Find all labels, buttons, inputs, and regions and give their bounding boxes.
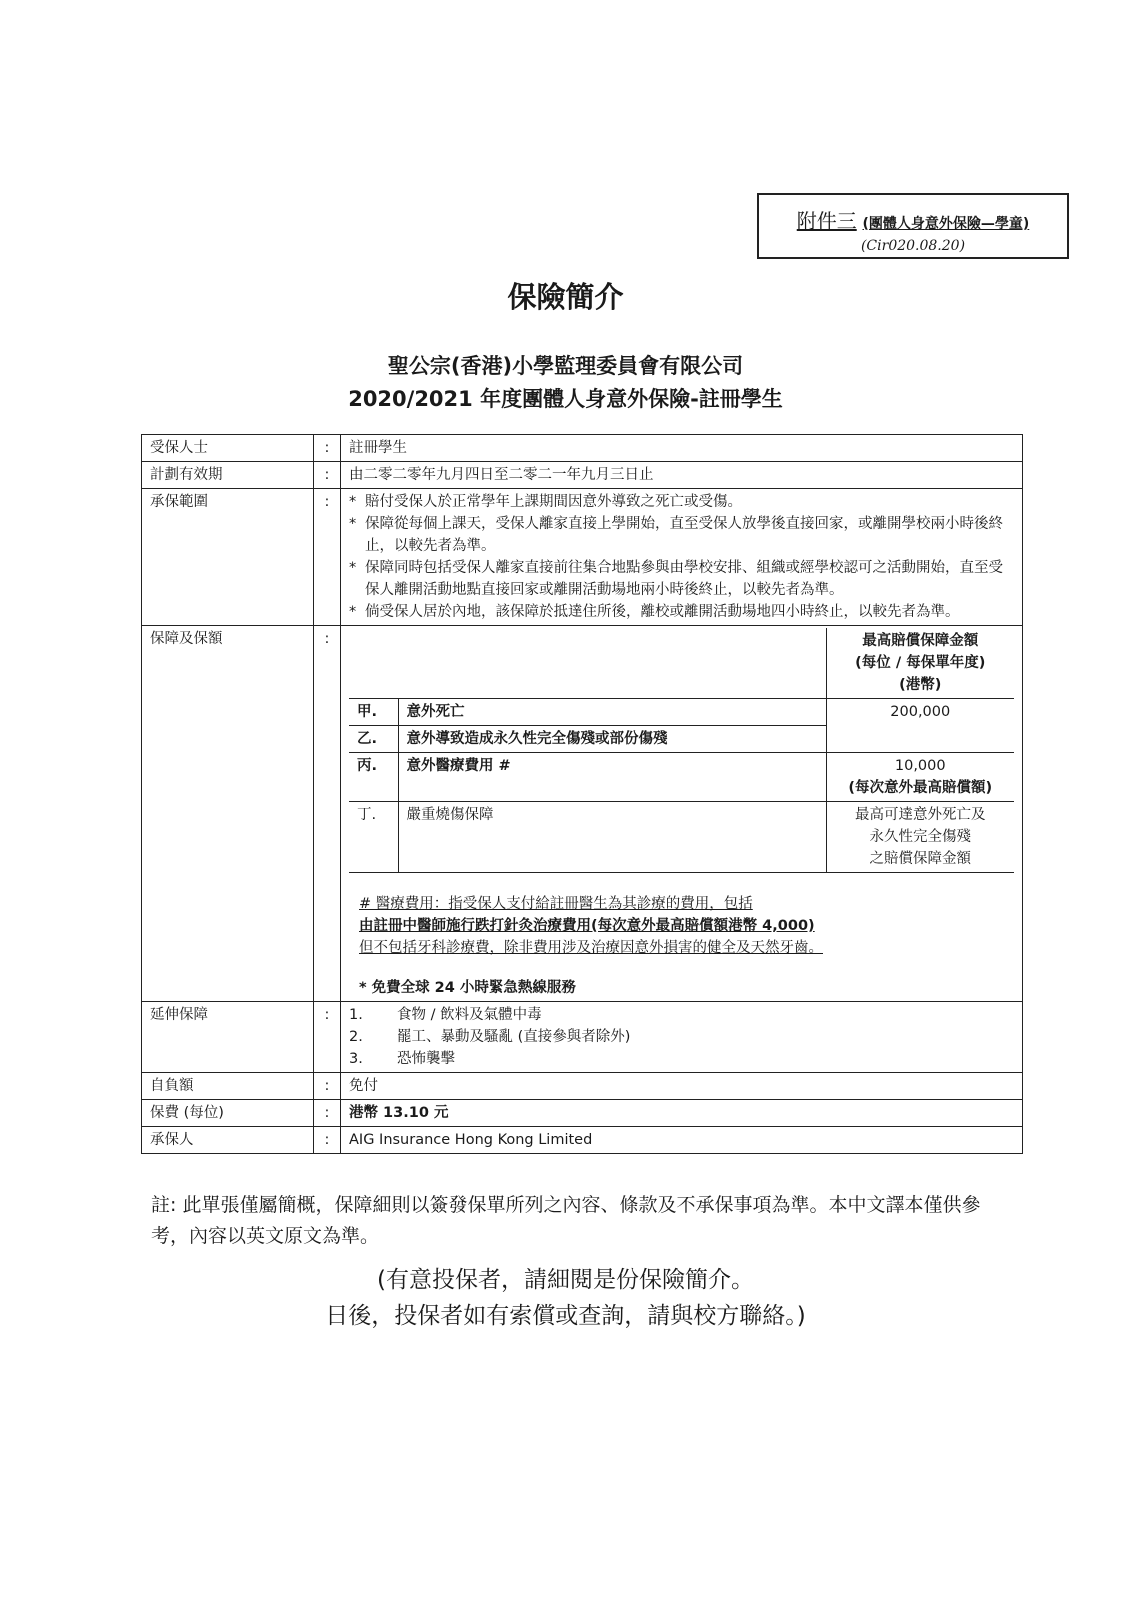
- insurance-summary-table: [141, 434, 1023, 1154]
- benefits-header-blank: [349, 628, 826, 699]
- item-num: 1.: [349, 1007, 363, 1023]
- benefit-row-d: [349, 802, 1014, 873]
- row-extension: [142, 1002, 1023, 1073]
- benefits-header-row: [349, 628, 1014, 699]
- extension-value: [341, 1002, 1023, 1073]
- closing-line2: 日後，投保者如有索償或查詢，請與校方聯絡。): [325, 1303, 806, 1329]
- colon: :: [314, 626, 341, 1002]
- medical-note-line2: 由註冊中醫師施行跌打針灸治療費用(每次意外最高賠償額港幣 4,000): [359, 918, 815, 934]
- medical-note-line1: # 醫療費用：指受保人支付給註冊醫生為其診療的費用，包括: [359, 896, 753, 912]
- colon: :: [314, 1002, 341, 1073]
- amount-value: 10,000: [894, 758, 946, 774]
- annex-label-sub: (團體人身意外保險—學童): [862, 216, 1030, 232]
- benefits-cell: [341, 626, 1023, 1002]
- insurer-value: AIG Insurance Hong Kong Limited: [341, 1127, 1023, 1154]
- row-insurer: [142, 1127, 1023, 1154]
- benefit-code: 甲.: [349, 699, 398, 726]
- closing-line1: (有意投保者，請細閱是份保險簡介。: [377, 1267, 754, 1293]
- benefit-name: 意外死亡: [398, 699, 826, 726]
- plan-name: 2020/2021 年度團體人身意外保險-註冊學生: [348, 387, 783, 411]
- benefit-name: 嚴重燒傷保障: [398, 802, 826, 873]
- premium-value: 港幣 13.10 元: [341, 1100, 1023, 1127]
- benefit-code: 丙.: [349, 753, 398, 802]
- benefit-amount: 200,000: [826, 699, 1014, 753]
- colon: :: [314, 1127, 341, 1154]
- row-excess: [142, 1073, 1023, 1100]
- benefits-label: 保障及保額: [142, 626, 314, 1002]
- row-benefits: [142, 626, 1023, 1002]
- extension-item: [349, 1004, 1014, 1026]
- benefits-note: [349, 873, 1014, 1000]
- row-coverage-scope: [142, 489, 1023, 626]
- row-insured: [142, 435, 1023, 462]
- amount-line: 永久性完全傷殘: [869, 829, 971, 845]
- row-period: [142, 462, 1023, 489]
- coverage-bullet: * 保障從每個上課天，受保人離家直接上學開始，直至受保人放學後直接回家，或離開學校兩小時後終止，以較先者為準。: [349, 513, 1014, 557]
- insurer-label: 承保人: [142, 1127, 314, 1154]
- annex-label-line: [759, 205, 1067, 234]
- amount-line: 最高可達意外死亡及: [855, 807, 986, 823]
- benefits-table: [349, 628, 1014, 999]
- coverage-bullet: * 保障同時包括受保人離家直接前往集合地點參與由學校安排、組織或經學校認可之活動開始，直至受保人離開活動地點直接回家或離開活動場地兩小時後終止，以較先者為準。: [349, 557, 1014, 601]
- row-premium: [142, 1100, 1023, 1127]
- company-name: 聖公宗(香港)小學監理委員會有限公司: [387, 354, 744, 378]
- benefit-code: 乙.: [349, 726, 398, 753]
- excess-label: 自負額: [142, 1073, 314, 1100]
- insured-value: 註冊學生: [341, 435, 1023, 462]
- benefit-name: 意外醫療費用 #: [398, 753, 826, 802]
- extension-label: 延伸保障: [142, 1002, 314, 1073]
- benefit-row-a: [349, 699, 1014, 726]
- coverage-bullet: * 賠付受保人於正常學年上課期間因意外導致之死亡或受傷。: [349, 491, 1014, 513]
- annex-box: [757, 193, 1069, 259]
- item-num: 3.: [349, 1051, 363, 1067]
- coverage-bullet: * 倘受保人居於內地，該保障於抵達住所後，離校或離開活動場地四小時終止，以較先者為準。: [349, 601, 1014, 623]
- colon: :: [314, 462, 341, 489]
- annex-label: 附件三: [796, 209, 857, 233]
- disclaimer-note: 註: 此單張僅屬簡概，保障細則以簽發保單所列之內容、條款及不承保事項為準。本中文譯本僅供參考，內容以英文原文為準。: [151, 1194, 981, 1247]
- coverage-scope-label: 承保範圍: [142, 489, 314, 626]
- item-text: 恐怖襲擊: [397, 1051, 455, 1067]
- amount-note: (每次意外最高賠償額): [848, 780, 993, 796]
- medical-note-line3: 但不包括牙科診療費，除非費用涉及治療因意外損害的健全及天然牙齒。: [359, 940, 823, 956]
- benefits-note-row: [349, 873, 1014, 1000]
- extension-item: [349, 1048, 1014, 1070]
- colon: :: [314, 1073, 341, 1100]
- benefit-amount: [826, 753, 1014, 802]
- colon: :: [314, 435, 341, 462]
- extension-item: [349, 1026, 1014, 1048]
- annex-ref: (Cir020.08.20): [860, 238, 966, 254]
- excess-value: 免付: [341, 1073, 1023, 1100]
- colon: :: [314, 489, 341, 626]
- benefit-amount: [826, 802, 1014, 873]
- benefits-amount-header: [826, 628, 1014, 699]
- period-value: 由二零二零年九月四日至二零二一年九月三日止: [341, 462, 1023, 489]
- benefit-name: 意外導致造成永久性完全傷殘或部份傷殘: [398, 726, 826, 753]
- insured-label: 受保人士: [142, 435, 314, 462]
- item-text: 食物 / 飲料及氣體中毒: [397, 1007, 542, 1023]
- item-text: 罷工、暴動及騷亂 (直接參與者除外): [397, 1029, 631, 1045]
- amount-line: 之賠償保障金額: [869, 851, 971, 867]
- header-line: 最高賠償保障金額: [862, 633, 979, 649]
- colon: :: [314, 1100, 341, 1127]
- period-label: 計劃有效期: [142, 462, 314, 489]
- hotline-note: * 免費全球 24 小時緊急熱線服務: [359, 980, 576, 996]
- header-line: (每位 / 每保單年度): [855, 655, 986, 671]
- header-line: (港幣): [899, 677, 942, 693]
- premium-label: 保費 (每位): [142, 1100, 314, 1127]
- benefit-code: 丁.: [349, 802, 398, 873]
- item-num: 2.: [349, 1029, 363, 1045]
- coverage-scope-value: [341, 489, 1023, 626]
- closing-text: [0, 1262, 1131, 1334]
- benefit-row-c: [349, 753, 1014, 802]
- page-title: 保險簡介: [507, 280, 624, 314]
